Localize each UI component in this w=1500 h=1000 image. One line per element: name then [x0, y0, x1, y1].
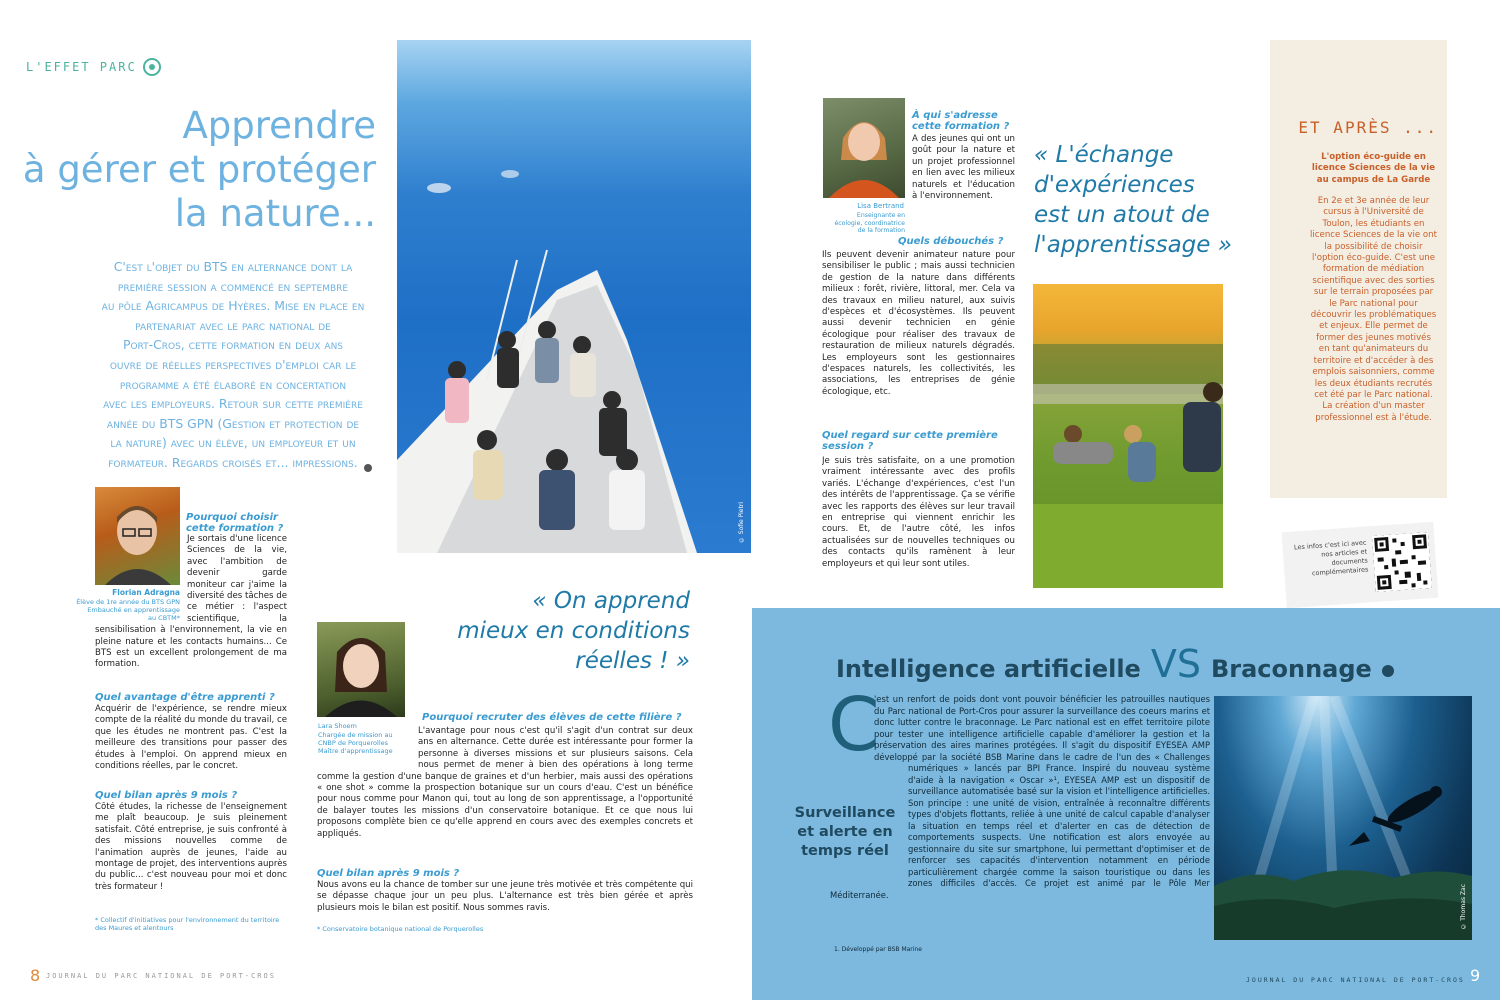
intro-line: année du BTS GPN (Gestion et protection de	[106, 415, 360, 431]
intro-paragraph	[88, 257, 378, 473]
ai-title-vs: VS	[1150, 642, 1201, 686]
lisa-question-3: Quel regard sur cette première session ?	[822, 430, 998, 452]
lisa-question-1: À qui s'adresse cette formation ?	[912, 110, 1010, 132]
role-line: CNBP de Porquerolles	[318, 739, 389, 747]
qr-note: Les infos c'est ici avec nos articles et documents complémentaires	[1293, 538, 1369, 578]
park-logo-icon	[143, 58, 161, 76]
role-line: écologie, coordinatrice	[834, 219, 905, 227]
lisa-answer-2: Ils peuvent devenir animateur nature pour sensibiliser le public ; mais aussi technicien de gestion de la nature dans différents milieux : forêt, rivière, littoral, mer. Cela va des travaux en milieu naturel, aux suivis d'espèces et d'écosystèmes. Ils peuvent aussi devenir technicien en génie écologique pour réaliser des travaux de restauration de milieux naturels dégradés. Les employeurs sont les gestionnaires d'espaces naturels, les collectivités, les associations, les entreprises de génie écologique, etc.	[822, 250, 1015, 397]
intro-line: C'est l'objet du BTS en alternance dont la	[113, 259, 353, 274]
florian-question-1: Pourquoi choisir cette formation ?	[186, 512, 284, 534]
role-line: Chargée de mission au	[318, 731, 393, 739]
text-wrap-spacer	[317, 726, 418, 764]
role-line: Maître d'apprentissage	[318, 747, 393, 755]
subhead-line: Surveillance	[794, 805, 896, 821]
left-footer: JOURNAL DU PARC NATIONAL DE PORT-CROS	[46, 972, 276, 980]
title-line: Apprendre	[182, 104, 376, 147]
arrow-circle-icon	[1382, 665, 1394, 677]
role-line: Élève de 1re année du BTS GPN	[76, 598, 180, 606]
section-label: L'EFFET PARC	[26, 60, 137, 74]
lara-answer-1	[317, 726, 693, 864]
diver-photo-credit: © Thomas Zac	[1460, 884, 1467, 930]
lara-name: Lara Shoem	[318, 722, 357, 730]
florian-footnote: * Collectif d'initiatives pour l'environnement du territoire des Maures et alentours	[95, 916, 280, 932]
ai-text: 'est un renfort de poids dont vont pouvoir bénéficier les patrouilles nautiques du Parc national de Port-Cros pour assurer la surveillance des coeurs marins et donc lutter contre le braconnage. Le Parc national est en effet territoire pilote pour tester une intelligence artificielle capable d'améliorer la gestion et la préservation des aires marines protégées. Il s'agit du dispositif EYESEA AMP développé par la société BSB Marine dans le cadre de l'un des « Challenges numériques » lancés par BPI France. Inspiré du nouveau système d'aide à la navigation « Oscar »¹, EYESEA AMP est un dispositif de surveillance automatisée basé sur la vision et l'intelligence artificielles. Son principe : une unité de vision, entraînée à reconnaître différents types d'objets flottants, reliée à une unité de calcul capable d'analyser la situation en temps réel et d'alerter en cas de détection de comportements suspects. Une notification est alors envoyée au gestionnaire du site sur smartphone, lui permettant d'optimiser et de renforcer ses capacités d'intervention notamment en période particulièrement chargée comme la saison touristique ou dans les zones difficiles d'accès. Ce projet est animé par le Pôle Mer Méditerranée.	[830, 694, 1210, 900]
intro-line: formateur. Regards croisés et... impressions.	[108, 454, 358, 470]
role-line: de la formation	[857, 227, 905, 234]
article-title	[23, 104, 376, 236]
intro-line: ouvre de réelles perspectives d'emploi car le	[109, 356, 357, 372]
ai-subhead	[790, 804, 900, 861]
florian-question-3: Quel bilan après 9 mois ?	[95, 790, 238, 801]
field-scene-illustration	[1033, 284, 1223, 588]
photo-credit: © Sofie Pietri	[738, 501, 745, 543]
qr-pattern	[1372, 532, 1432, 592]
right-folio: 9	[1470, 966, 1481, 985]
lara-question-2: Quel bilan après 9 mois ?	[317, 868, 460, 879]
role-line: Embauché en apprentissage	[87, 606, 180, 614]
ai-title-b: Braconnage	[1210, 655, 1372, 683]
answer-text: Je sortais d'une licence Sciences de la vie, avec l'ambition de devenir garde moniteur car j'aime la diversité des tâches de ce métier : l'aspect scientifique, la sensibilisation à l'environnement, la vie en pleine nature et les contacts humains... Ce BTS est un excellent prolongement de ma formation.	[95, 534, 287, 670]
florian-answer-1	[95, 534, 287, 682]
left-folio: 8	[30, 966, 41, 985]
portrait-illustration	[823, 98, 905, 198]
intro-line: première session a commencé en septembre	[117, 278, 349, 294]
intro-line: avec les employeurs. Retour sur cette première	[103, 396, 363, 412]
section-header	[26, 58, 161, 76]
boat-scene-illustration	[397, 40, 751, 553]
qr-block	[1282, 522, 1439, 608]
lisa-role	[790, 212, 905, 235]
role-line: Enseignante en	[856, 212, 905, 219]
pull-line: l'apprentissage »	[1034, 232, 1232, 258]
role-line: au CBTM*	[148, 614, 180, 622]
sidebar-panel	[1270, 40, 1447, 498]
qr-code-icon[interactable]	[1372, 532, 1432, 592]
lara-question-1: Pourquoi recruter des élèves de cette filière ?	[422, 712, 682, 723]
diver-underwater-photo	[1214, 696, 1472, 940]
subhead-line: et alerte en	[797, 824, 893, 840]
dropcap-spacer	[830, 694, 874, 764]
intro-line: la nature) avec un élève, un employeur et un	[110, 435, 356, 451]
right-footer: JOURNAL DU PARC NATIONAL DE PORT-CROS	[1246, 976, 1465, 984]
title-line: à gérer et protéger	[22, 148, 376, 191]
sidebar-title: ET APRÈS ...	[1298, 118, 1438, 137]
lisa-answer-1: À des jeunes qui ont un goût pour la nature et un projet professionnel en lien avec les milieux naturels et l'éducation à l'environnement.	[912, 134, 1015, 202]
florian-question-2: Quel avantage d'être apprenti ?	[95, 692, 275, 703]
pull-line: « On apprend	[532, 588, 690, 614]
florian-name: Florian Adragna	[112, 588, 180, 597]
lisa-question-2: Quels débouchés ?	[898, 236, 1004, 247]
diver-scene-illustration	[1214, 696, 1472, 940]
lara-answer-2: Nous avons eu la chance de tomber sur une jeune très motivée et très compétente qui se dépasse chaque jour un peu plus. L'alternance est très bien gérée et après plusieurs mois le bilan est positif. Nous sommes ravis.	[317, 880, 693, 913]
boat-dolphins-photo	[397, 40, 751, 553]
subhead-line: temps réel	[801, 843, 889, 859]
lara-portrait	[317, 622, 405, 717]
title-line: la nature...	[174, 192, 376, 235]
intro-line: partenariat avec le parc national de	[135, 317, 331, 333]
lisa-answer-3: Je suis très satisfaite, on a une promotion vraiment intéressante avec des profils variés. L'échange d'expériences, c'est l'un des intérêts de l'apprentissage. Ça se vérifie avec les rapports des élèves sur leur travail en entreprise qui viennent enrichir les cours. Et, de l'autre côté, les infos actualisées sur de nouvelles techniques ou des contacts qu'ils ramènent à leur employeurs et qui leur sont utiles.	[822, 456, 1015, 569]
pull-line: réelles ! »	[575, 648, 690, 674]
ai-title-a: Intelligence artificielle	[836, 655, 1141, 683]
florian-answer-2: Acquérir de l'expérience, se rendre mieux compte de la réalité du monde du travail, ce que les études ne montrent pas. C'est la meilleure des transitions pour passer des études à l'emploi. On apprend mieux en conditions réelles, par le concret.	[95, 704, 287, 772]
portrait-illustration	[317, 622, 405, 717]
florian-answer-3: Côté études, la richesse de l'enseignement me plaît beaucoup. Je suis pleinement satisfait. Côté entreprise, je suis confronté à des missions nouvelles comme de l'animation auprès de jeunes, l'aide au montage de projet, des interventions auprès du public... c'est nouveau pour moi et donc très formateur !	[95, 802, 287, 892]
students-field-photo	[1033, 284, 1223, 588]
pull-line: est un atout de	[1034, 202, 1210, 228]
lara-footnote: * Conservatoire botanique national de Porquerolles	[317, 925, 484, 933]
pull-line: d'expériences	[1034, 172, 1195, 198]
intro-line: Port-Cros, cette formation en deux ans	[122, 337, 344, 353]
pull-line: mieux en conditions	[457, 618, 690, 644]
pull-quote-right	[1034, 140, 1244, 260]
lisa-portrait	[823, 98, 905, 198]
pull-line: « L'échange	[1034, 142, 1174, 168]
intro-line: au pôle Agricampus de Hyères. Mise en place en	[101, 298, 365, 314]
ai-article-panel	[752, 608, 1500, 1000]
lisa-name: Lisa Bertrand	[857, 202, 904, 210]
text-wrap-spacer	[95, 534, 187, 618]
ai-title	[836, 642, 1394, 686]
sidebar-body: En 2e et 3e année de leur cursus à l'Université de Toulon, les étudiants en licence Sciences de la vie ont la possibilité de choisir l'option éco-guide. C'est une formation de médiation scientifique avec des sorties sur le terrain proposées par le Parc national pour découvrir les problématiques et enjeux. Elle permet de former des jeunes motivés en tant qu'animateurs du territoire et d'accéder à des emplois saisonniers, comme les deux étudiants recrutés cet été par le Parc national. La création d'un master professionnel est à l'étude.	[1310, 196, 1437, 423]
pull-quote-left	[420, 586, 690, 676]
intro-line: programme a été élaboré en concertation	[119, 376, 347, 392]
sidebar-lead: L'option éco-guide en licence Sciences de la vie au campus de La Garde	[1311, 152, 1436, 185]
ai-dropcap: C	[828, 682, 880, 768]
ai-footnote: 1. Développé par BSB Marine	[834, 946, 922, 953]
end-mark-icon	[364, 464, 372, 472]
answer-text: L'avantage pour nous c'est qu'il s'agit d'un contrat sur deux ans en alternance. Cette durée est intéressante pour former la personne à diverses missions et sur plusieurs saisons. Cela nous permet de mener à bien des opérations à long terme comme la gestion d'une banque de graines et d'un herbier, mais aussi des opérations « one shot » comme la prospection botanique sur un cours d'eau. C'est un bénéfice pour nous comme pour Manon qui, tout au long de son apprentissage, a l'opportunité de balayer toutes les missions d'un conservatoire botanique. Et ce que nous lui proposons complète bien ce qu'elle apprend en cours avec des exemples concrets et appliqués.	[317, 726, 693, 839]
